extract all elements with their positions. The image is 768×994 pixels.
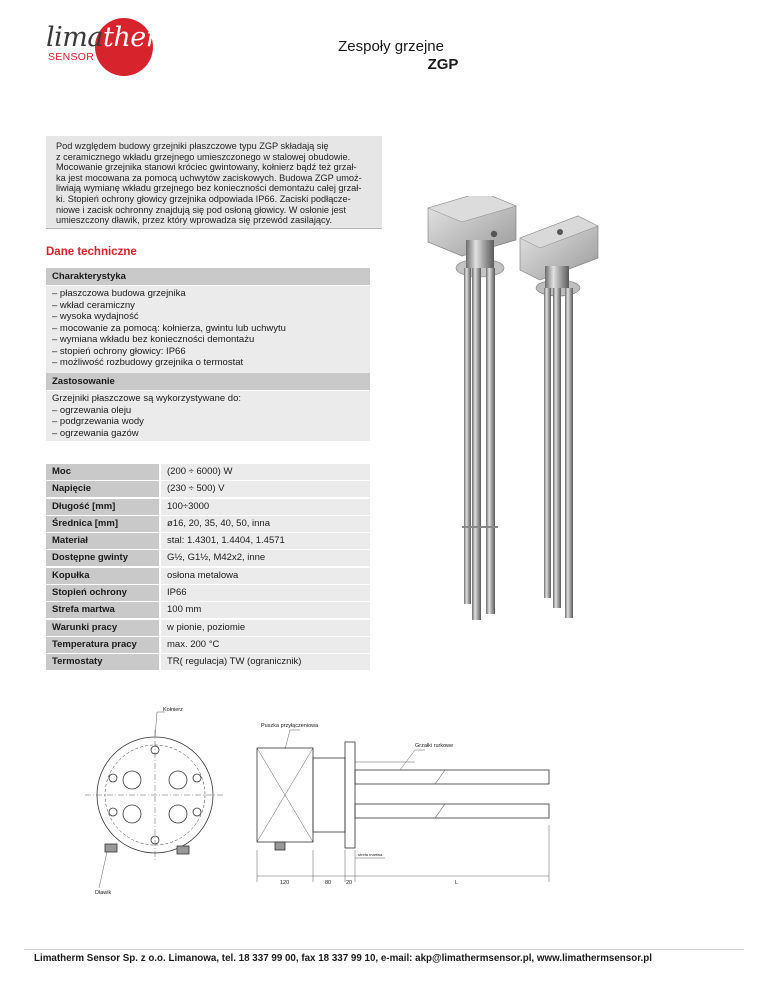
company-logo <box>40 18 184 74</box>
spec-key: Napięcie <box>46 481 159 497</box>
header-title: ZGP <box>427 56 459 73</box>
logo-wordmark <box>46 22 183 53</box>
logo-sensor-text: SENSOR <box>48 51 95 63</box>
logo-word-part1: lima <box>46 22 103 53</box>
application-item: – ogrzewania oleju <box>52 404 132 416</box>
dim-20: 20 <box>346 880 353 886</box>
heater-unit-front <box>428 196 516 620</box>
spec-value: osłona metalowa <box>161 568 370 584</box>
intro-line: ki. Stopień ochrony głowicy grzejnika odpowiada IP66. Zaciski podłącze- <box>56 193 351 204</box>
spec-value: 100÷3000 <box>161 499 370 515</box>
spec-row <box>46 585 370 601</box>
feature-item: – płaszczowa budowa grzejnika <box>52 288 186 299</box>
spec-table <box>46 464 370 672</box>
application-item: – ogrzewania gazów <box>52 427 139 439</box>
intro-line: Mocowanie grzejnika stanowi króciec gwintowany, kołnierz bądź też grzał- <box>56 162 357 173</box>
intro-box <box>46 136 382 229</box>
dim-L: L <box>455 880 459 886</box>
spec-value: stal: 1.4301, 1.4404, 1.4571 <box>161 533 370 549</box>
application-item: Grzejniki płaszczowe są wykorzystywane do: <box>52 393 242 404</box>
technical-drawing <box>85 700 555 895</box>
label-dead-zone: strefa martwa <box>358 852 383 857</box>
spec-key: Termostaty <box>46 654 159 670</box>
spec-row <box>46 620 370 636</box>
spec-key: Średnica [mm] <box>46 516 159 532</box>
dim-80: 80 <box>325 880 332 886</box>
feature-item: – wkład ceramiczny <box>52 299 135 311</box>
label-gland: Dławik <box>95 890 112 895</box>
applications-list <box>46 391 370 441</box>
logo-word-part2: therm <box>102 22 184 53</box>
spec-value: TR( regulacja) TW (ogranicznik) <box>161 654 370 670</box>
spec-row <box>46 654 370 670</box>
spec-value: 100 mm <box>161 602 370 618</box>
spec-key: Temperatura pracy <box>46 637 159 653</box>
spec-value: max. 200 °C <box>161 637 370 653</box>
label-flange: Kołnierz <box>163 707 183 713</box>
feature-item: – wysoka wydajność <box>52 311 139 322</box>
product-illustration <box>420 196 640 626</box>
spec-key: Dostępne gwinty <box>46 550 159 566</box>
spec-value: (200 ÷ 6000) W <box>161 464 370 480</box>
dim-120: 120 <box>280 880 290 886</box>
footer <box>24 949 744 980</box>
heater-unit-back <box>520 216 598 618</box>
feature-item: – wymiana wkładu bez konieczności demontażu <box>52 334 255 345</box>
features-list <box>46 286 370 373</box>
spec-row <box>46 550 370 566</box>
spec-key: Materiał <box>46 533 159 549</box>
applications-heading: Zastosowanie <box>46 373 370 390</box>
spec-key: Kopułka <box>46 568 159 584</box>
intro-line: Pod względem budowy grzejniki płaszczowe typu ZGP składają się <box>56 141 329 151</box>
intro-line: niowe i zacisk ochronny znajdują się pod osłoną głowicy. W osłonie jest <box>56 204 346 215</box>
spec-row <box>46 568 370 584</box>
footer-contact: Limatherm Sensor Sp. z o.o. Limanowa, tel. 18 337 99 00, fax 18 337 99 10, e-mail: akp@limathermsensor.pl, www.limathermsensor.pl <box>34 953 652 964</box>
feature-item: – mocowanie za pomocą: kołnierza, gwintu lub uchwytu <box>52 322 286 334</box>
spec-row <box>46 464 370 480</box>
features-heading: Charakterystyka <box>46 268 370 285</box>
spec-value: G½, G1½, M42x2, inne <box>161 550 370 566</box>
spec-value: w pionie, poziomie <box>161 620 370 636</box>
spec-row <box>46 499 370 515</box>
spec-row <box>46 602 370 618</box>
spec-row <box>46 516 370 532</box>
intro-line: liwiają wymianę wkładu grzejnego bez konieczności demontażu całej grzał- <box>56 183 362 194</box>
spec-key: Stopień ochrony <box>46 585 159 601</box>
intro-line: umieszczony dławik, przez który wprowadza się przewód zasilający. <box>56 215 333 226</box>
label-junction-box: Puszka przyłączeniowa <box>261 723 319 729</box>
spec-key: Moc <box>46 464 159 480</box>
intro-line: z ceramicznego wkładu grzejnego umieszczonego w stalowej obudowie. <box>56 151 351 162</box>
section-title: Dane techniczne <box>46 246 137 258</box>
spec-key: Warunki pracy <box>46 620 159 636</box>
flange-front-view <box>85 730 225 860</box>
feature-item: – możliwość rozbudowy grzejnika o termostat <box>52 357 244 368</box>
spec-row <box>46 637 370 653</box>
spec-value: IP66 <box>161 585 370 601</box>
application-item: – podgrzewania wody <box>52 416 144 427</box>
intro-line: ka jest mocowana za pomocą uchwytów zaciskowych. Budowa ZGP umoż- <box>56 172 362 183</box>
label-tubes: Grzałki rurkowe <box>415 743 454 749</box>
spec-key: Długość [mm] <box>46 499 159 515</box>
spec-key: Strefa martwa <box>46 602 159 618</box>
header-subtitle: Zespoły grzejne <box>338 38 444 55</box>
feature-item: – stopień ochrony głowicy: IP66 <box>52 345 186 357</box>
side-view <box>257 742 549 882</box>
spec-row <box>46 533 370 549</box>
spec-value: ø16, 20, 35, 40, 50, inna <box>161 516 370 532</box>
spec-row <box>46 481 370 497</box>
spec-value: (230 ÷ 500) V <box>161 481 370 497</box>
